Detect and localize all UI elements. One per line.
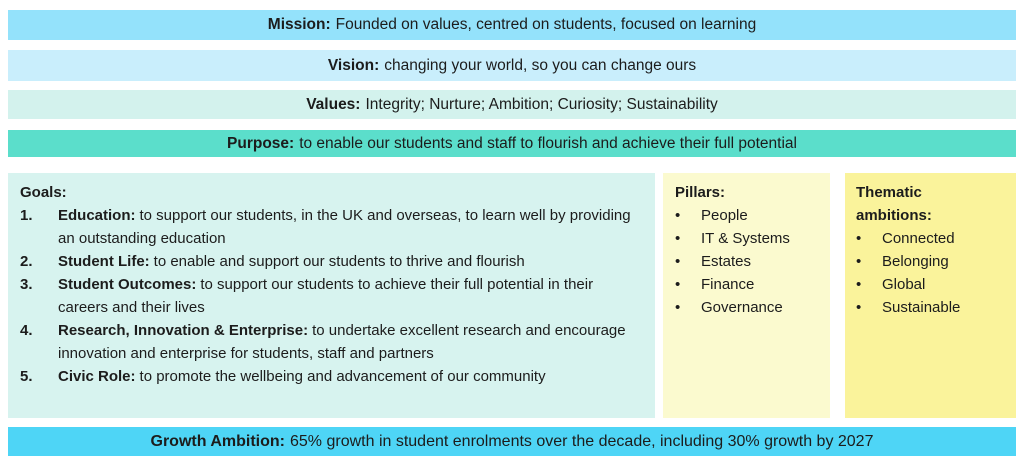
- goal-text: to promote the wellbeing and advancement of our community: [139, 368, 546, 385]
- bullet-icon: •: [675, 299, 681, 316]
- bullet-icon: •: [675, 253, 681, 270]
- pillar-label: People: [701, 207, 748, 224]
- pillar-item: [675, 204, 824, 227]
- mission-label: Mission:: [267, 16, 331, 33]
- thematic-label: Connected: [882, 230, 955, 247]
- goal-label: Student Outcomes:: [58, 276, 197, 293]
- bullet-icon: •: [856, 299, 862, 316]
- goal-item: [20, 273, 645, 319]
- thematic-list: [856, 227, 1010, 319]
- bullet-icon: •: [856, 276, 862, 293]
- bullet-icon: •: [856, 230, 862, 247]
- bullet-icon: •: [675, 276, 681, 293]
- goal-number: 3.: [20, 276, 33, 293]
- pillar-label: Governance: [701, 299, 783, 316]
- thematic-item: [856, 227, 1010, 250]
- pillar-label: Estates: [701, 253, 752, 270]
- bullet-icon: •: [856, 253, 862, 270]
- growth-ambition-label: Growth Ambition:: [150, 432, 285, 450]
- thematic-label: Global: [882, 276, 926, 293]
- goals-panel: [8, 173, 655, 418]
- goals-list: [20, 204, 645, 388]
- values-label: Values:: [306, 95, 361, 113]
- thematic-item: [856, 273, 1010, 296]
- pillars-list: [675, 204, 824, 319]
- pillar-label: Finance: [701, 276, 755, 293]
- thematic-label: Belonging: [882, 253, 949, 270]
- goal-item: [20, 319, 645, 365]
- growth-ambition-banner: [8, 427, 1016, 456]
- vision-banner: [8, 50, 1016, 81]
- values-text: Integrity; Nurture; Ambition; Curiosity; Sustainability: [365, 95, 718, 113]
- pillar-item: [675, 273, 824, 296]
- pillar-item: [675, 227, 824, 250]
- thematic-heading-line1: Thematic: [856, 184, 922, 201]
- goals-heading: Goals:: [20, 184, 67, 201]
- pillars-heading: Pillars:: [675, 184, 726, 201]
- goal-number: 4.: [20, 322, 33, 339]
- goal-text: to undertake excellent research and encourage innovation and enterprise for students, staff and partners: [58, 322, 626, 362]
- purpose-banner: [8, 130, 1016, 157]
- growth-ambition-text: 65% growth in student enrolments over the decade, including 30% growth by 2027: [290, 432, 874, 450]
- purpose-text: to enable our students and staff to flourish and achieve their full potential: [299, 134, 797, 152]
- purpose-label: Purpose:: [227, 134, 295, 152]
- goal-item: [20, 365, 645, 388]
- goal-number: 1.: [20, 207, 33, 224]
- goal-item: [20, 250, 645, 273]
- mission-text: Founded on values, centred on students, focused on learning: [335, 16, 757, 33]
- mission-banner: [8, 10, 1016, 40]
- bullet-icon: •: [675, 230, 681, 247]
- thematic-ambitions-panel: [845, 173, 1016, 418]
- thematic-item: [856, 296, 1010, 319]
- goal-label: Education:: [58, 207, 136, 224]
- values-banner: [8, 90, 1016, 119]
- goal-text: to enable and support our students to thrive and flourish: [153, 253, 525, 270]
- goal-label: Civic Role:: [58, 368, 136, 385]
- goal-number: 5.: [20, 368, 33, 385]
- pillar-label: IT & Systems: [701, 230, 790, 247]
- thematic-label: Sustainable: [882, 299, 961, 316]
- goal-number: 2.: [20, 253, 33, 270]
- bullet-icon: •: [675, 207, 681, 224]
- pillar-item: [675, 296, 824, 319]
- goal-text: to support our students, in the UK and overseas, to learn well by providing an outstanding education: [58, 207, 631, 247]
- goal-text: to support our students to achieve their full potential in their careers and their lives: [58, 276, 594, 316]
- thematic-heading-line2: ambitions:: [856, 207, 932, 224]
- goal-item: [20, 204, 645, 250]
- thematic-item: [856, 250, 1010, 273]
- pillars-panel: [663, 173, 830, 418]
- goal-label: Research, Innovation & Enterprise:: [58, 322, 309, 339]
- pillar-item: [675, 250, 824, 273]
- vision-label: Vision:: [327, 56, 380, 74]
- goal-label: Student Life:: [58, 253, 150, 270]
- vision-text: changing your world, so you can change ours: [384, 56, 697, 74]
